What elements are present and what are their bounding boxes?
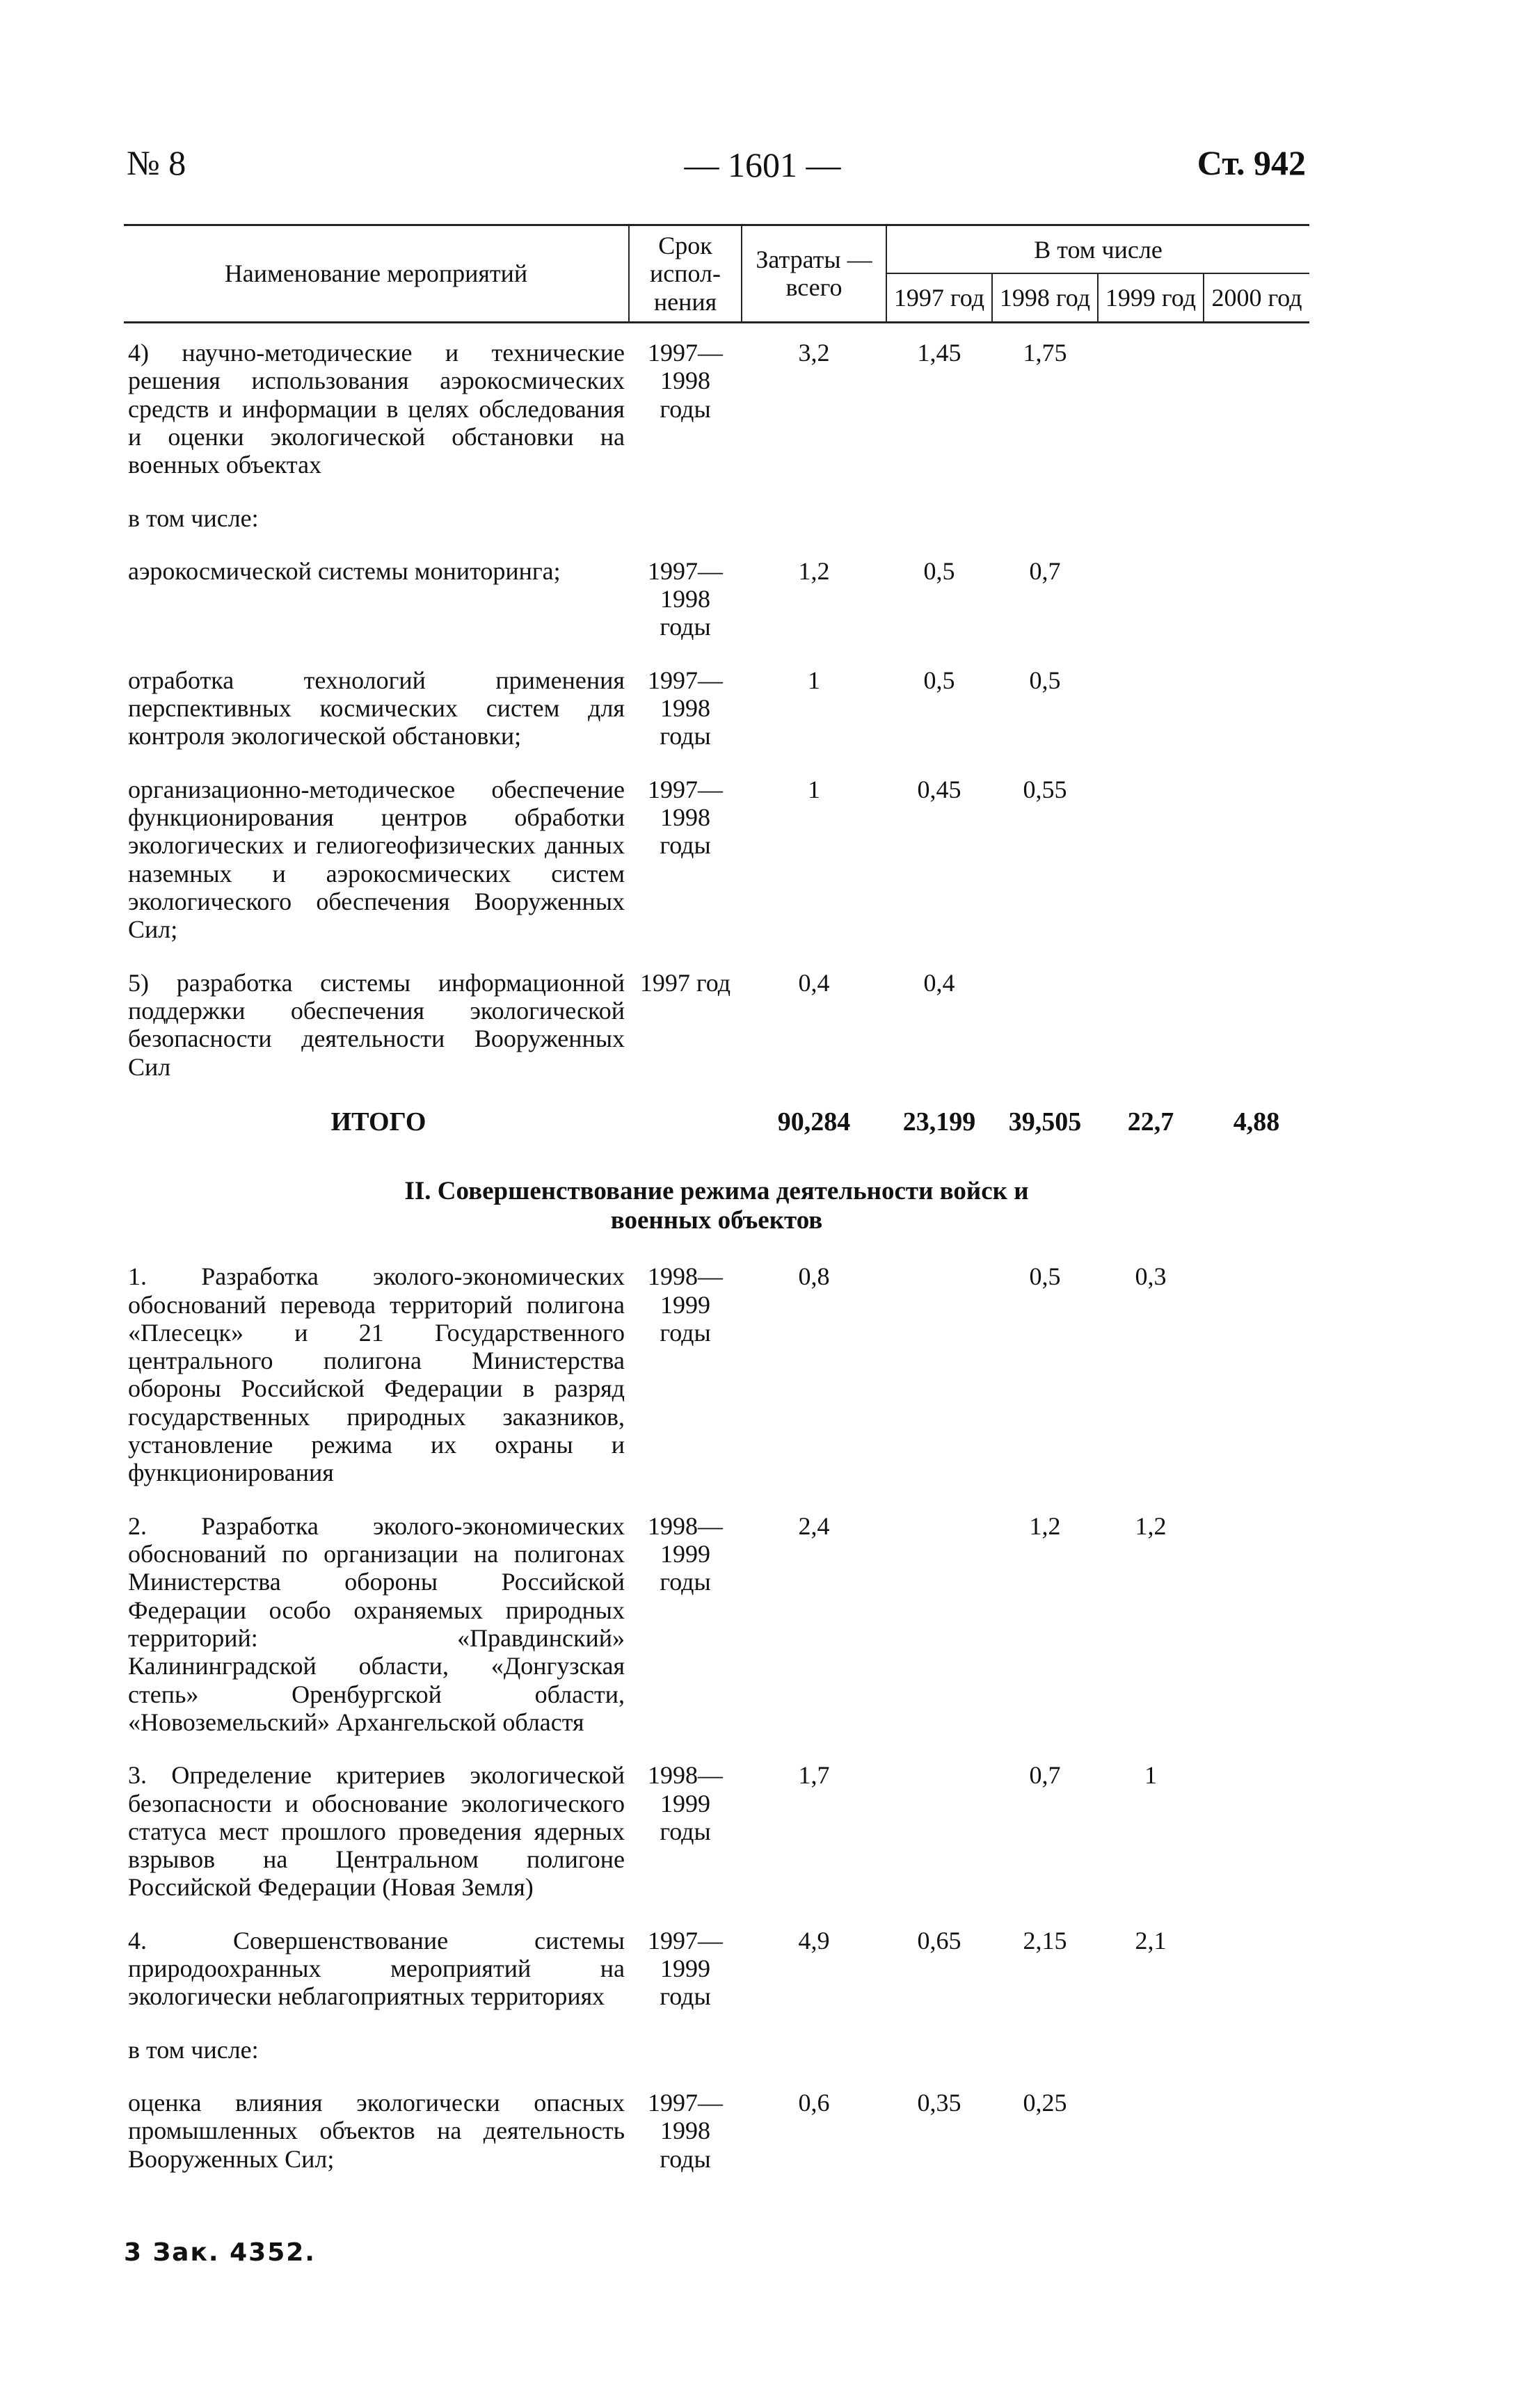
header-1997: 1997 год	[886, 273, 992, 322]
table-row	[124, 641, 1309, 751]
row-srok: 1997— 1998 годы	[648, 556, 723, 641]
table-row	[124, 2011, 1309, 2064]
row-1997: 1,45	[917, 338, 961, 367]
row-total: 4,9	[798, 1926, 830, 1955]
row-1998: 1,75	[1023, 338, 1067, 367]
row-1998: 1,2	[1029, 1511, 1061, 1540]
row-1998: 0,25	[1023, 2089, 1067, 2117]
row-1999	[1098, 322, 1204, 479]
row-1997	[886, 2011, 992, 2064]
table-row	[124, 751, 1309, 944]
row-name: 3. Определение критериев экологической безопасности и обоснование экологического статуса мест прошлого проведения ядерных взрывов на Центральном полигоне Российской Федерации (Новая Земля)	[128, 1761, 625, 1902]
table-row	[124, 322, 1309, 479]
row-1997	[886, 1736, 992, 1902]
total-1998: 39,505	[1008, 1107, 1082, 1137]
row-name: в том числе:	[128, 504, 259, 532]
row-total: 0,8	[798, 1262, 830, 1291]
row-total: 2,4	[798, 1511, 830, 1540]
row-1999: 2,1	[1135, 1926, 1167, 1955]
row-srok	[629, 2011, 742, 2064]
table-row	[124, 1902, 1309, 2011]
table-body-part1	[124, 322, 1309, 1080]
row-srok: 1997— 1998 годы	[648, 2089, 723, 2173]
row-name: аэрокосмической системы мониторинга;	[128, 556, 561, 585]
header-zatraty: Затраты — всего	[742, 225, 886, 323]
section-header	[124, 1137, 1309, 1247]
row-2000	[1204, 2011, 1309, 2064]
total-1997: 23,199	[902, 1107, 976, 1137]
table-header	[124, 225, 1309, 323]
row-name: 1. Разработка эколого-экономических обоснований перевода территорий полигона «Плесецк» и 21 Государственного центрального полигона Министерства обороны Российской Федерации в разряд государственных природных заказников, установление режима их охраны и функционирования	[128, 1262, 625, 1487]
row-total: 1,2	[798, 556, 830, 585]
row-2000	[1204, 1487, 1309, 1737]
total-1999: 22,7	[1127, 1107, 1174, 1137]
row-2000	[1204, 1247, 1309, 1487]
section-2-title: II. Совершенствование режима деятельности войск и военных объектов	[404, 1177, 1029, 1235]
header-1999: 1999 год	[1098, 273, 1204, 322]
row-1998: 0,7	[1029, 1761, 1061, 1790]
row-srok: 1998— 1999 годы	[648, 1262, 723, 1347]
issue-number: № 8	[127, 143, 186, 182]
header-2000: 2000 год	[1204, 273, 1309, 322]
row-1997: 0,45	[917, 775, 961, 803]
row-2000	[1204, 641, 1309, 751]
total-row	[124, 1081, 1309, 1137]
row-total: 1,7	[798, 1761, 830, 1790]
row-total	[742, 479, 886, 532]
row-2000	[1204, 322, 1309, 479]
row-1998: 0,5	[1029, 666, 1061, 694]
table-row	[124, 479, 1309, 532]
row-1999	[1098, 944, 1204, 1081]
row-name: оценка влияния экологически опасных промышленных объектов на деятельность Вооруженных Сил;	[128, 2089, 625, 2173]
row-1999	[1098, 641, 1204, 751]
row-1999	[1098, 751, 1204, 944]
row-1999	[1098, 2064, 1204, 2173]
header-v-tom-chisle: В том числе	[886, 225, 1309, 274]
row-2000	[1204, 751, 1309, 944]
measures-table	[124, 224, 1309, 2173]
footer-order: 3 Зак. 4352.	[124, 2238, 316, 2267]
row-total	[742, 2011, 886, 2064]
row-2000	[1204, 944, 1309, 1081]
page-number: — 1601 —	[684, 145, 841, 184]
row-1999: 1	[1144, 1761, 1157, 1790]
row-1999	[1098, 532, 1204, 641]
row-srok: 1997— 1998 годы	[648, 338, 723, 423]
total-2000: 4,88	[1233, 1107, 1280, 1137]
row-1999: 1,2	[1135, 1511, 1167, 1540]
row-2000	[1204, 532, 1309, 641]
row-name: отработка технологий применения перспективных космических систем для контроля экологической обстановки;	[128, 666, 625, 751]
row-srok: 1997— 1999 годы	[648, 1926, 723, 2011]
table-row	[124, 1487, 1309, 1737]
row-name: 5) разработка системы информационной поддержки обеспечения экологической безопасности деятельности Вооруженных Сил	[128, 968, 625, 1081]
row-total: 0,4	[798, 968, 830, 997]
row-2000	[1204, 479, 1309, 532]
row-2000	[1204, 1902, 1309, 2011]
total-sum: 90,284	[777, 1107, 851, 1137]
table-row	[124, 944, 1309, 1081]
row-1997: 0,35	[917, 2089, 961, 2117]
row-total: 3,2	[798, 338, 830, 367]
table-total	[124, 1081, 1309, 1247]
row-2000	[1204, 1736, 1309, 1902]
row-1998	[992, 479, 1098, 532]
row-1998	[992, 2011, 1098, 2064]
table-row	[124, 1247, 1309, 1487]
table-row	[124, 532, 1309, 641]
row-name: 4. Совершенствование системы природоохранных мероприятий на экологически неблагоприятных территориях	[128, 1926, 625, 2011]
article-number: Ст. 942	[1197, 143, 1306, 182]
table-body-part2	[124, 1247, 1309, 2173]
row-srok: 1998— 1999 годы	[648, 1761, 723, 1845]
row-1997	[886, 479, 992, 532]
row-srok: 1998— 1999 годы	[648, 1511, 723, 1596]
row-1997: 0,65	[917, 1926, 961, 1955]
row-1999	[1098, 479, 1204, 532]
row-srok: 1997— 1998 годы	[648, 666, 723, 751]
header-name: Наименование мероприятий	[124, 225, 629, 323]
header-1998: 1998 год	[992, 273, 1098, 322]
row-2000	[1204, 2064, 1309, 2173]
row-1998: 0,5	[1029, 1262, 1061, 1291]
row-1999: 0,3	[1135, 1262, 1167, 1291]
row-name: организационно-методическое обеспечение функционирования центров обработки экологических и гелиогеофизических данных наземных и аэрокосмических систем экологического обеспечения Вооруженных Сил;	[128, 775, 625, 944]
row-1997: 0,4	[923, 968, 955, 997]
row-1997: 0,5	[923, 666, 955, 694]
row-total: 0,6	[798, 2089, 830, 2117]
table-row	[124, 1736, 1309, 1902]
row-srok: 1997— 1998 годы	[648, 775, 723, 860]
row-1999	[1098, 2011, 1204, 2064]
row-total: 1	[808, 666, 820, 694]
header-srok: Срок испол- нения	[629, 225, 742, 323]
row-srok	[629, 479, 742, 532]
row-1997: 0,5	[923, 556, 955, 585]
row-srok: 1997 год	[639, 968, 731, 997]
total-label: ИТОГО	[330, 1107, 426, 1137]
row-1998: 2,15	[1023, 1926, 1067, 1955]
table-row	[124, 2064, 1309, 2173]
row-name: в том числе:	[128, 2035, 259, 2064]
row-name: 4) научно-методические и технические решения использования аэрокосмических средств и информации в целях обследования и оценки экологической обстановки на военных объектах	[128, 338, 625, 479]
row-1997	[886, 1487, 992, 1737]
row-name: 2. Разработка эколого-экономических обоснований по организации на полигонах Министерства обороны Российской Федерации особо охраняемых природных территорий: «Правдинский» Калининградской области, «Донгузская степь» Оренбургской области, «Новоземельский» Архангельской областя	[128, 1511, 625, 1736]
row-1997	[886, 1247, 992, 1487]
row-1998: 0,55	[1023, 775, 1067, 803]
row-1998: 0,7	[1029, 556, 1061, 585]
row-total: 1	[808, 775, 820, 803]
row-1998	[992, 944, 1098, 1081]
